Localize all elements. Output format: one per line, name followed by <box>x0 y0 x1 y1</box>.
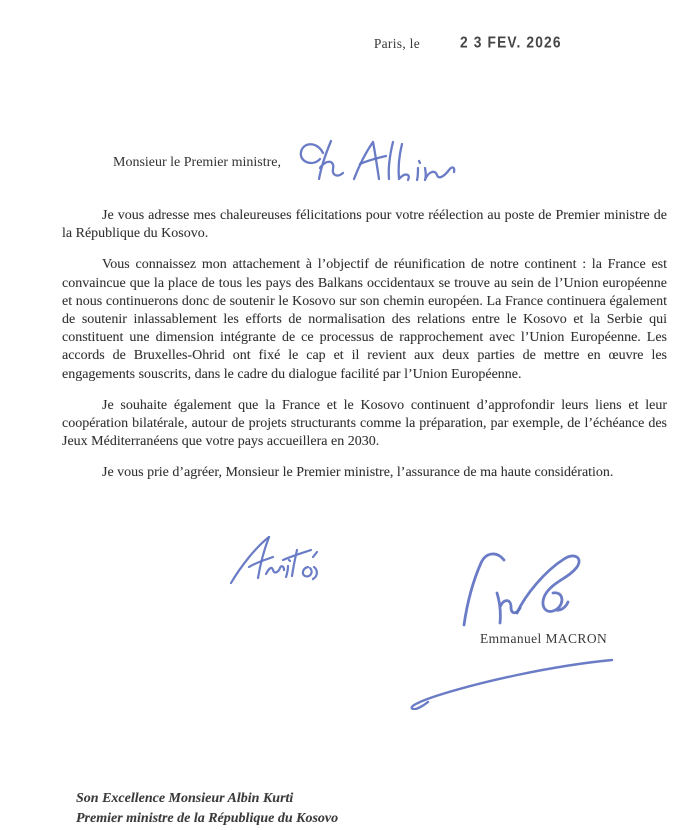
paragraph-4: Je vous prie d’agréer, Monsieur le Premier ministre, l’assurance de ma haute considération. <box>102 465 614 481</box>
paragraph-3: Je souhaite également que la France et le Kosovo continuent d’approfondir leurs liens et leur coopération bilatérale, autour de projets structurants comme la préparation, par exemple, de l’échéance des Jeux Méditerranéens que votre pays accueillera en 2030. <box>62 397 667 450</box>
recipient-title: Premier ministre de la République du Kosovo <box>76 811 339 826</box>
paragraph-2: Vous connaissez mon attachement à l’objectif de réunification de notre continent : la France est convaincue que la place de tous les pays des Balkans occidentaux se trouve au sein de l’Union européenne et nous continuerons donc de soutenir le Kosovo sur son chemin européen. La France continuera également de soutenir inlassablement les efforts de normalisation des relations entre le Kosovo et la Serbie qui constituent une dimension intégrante de ce processus de rapprochement avec l’Union Européenne. Les accords de Bruxelles-Ohrid ont fixé le cap et il revient aux deux parties de mettre en œuvre les engagements souscrits, dans le cadre du dialogue facilité par l’Union Européenne. <box>62 257 667 382</box>
date-place: Paris, le <box>373 36 421 51</box>
date-line <box>62 36 567 52</box>
letter-body <box>62 0 667 483</box>
signature-autograph-ink <box>440 548 595 633</box>
signer-name: Emmanuel MACRON <box>480 631 608 646</box>
handwritten-greeting-ink <box>294 137 456 191</box>
handwritten-closing-ink <box>226 529 338 589</box>
signature-flourish-ink <box>400 652 618 710</box>
date-stamp: 2 3 FEV. 2026 <box>460 34 562 52</box>
paragraph-1: Je vous adresse mes chaleureuses félicitations pour votre réélection au poste de Premier ministre de la République du Kosovo. <box>62 208 667 242</box>
recipient-name: Son Excellence Monsieur Albin Kurti <box>76 791 294 806</box>
salutation: Monsieur le Premier ministre, <box>113 155 281 170</box>
recipient-block <box>76 789 338 829</box>
